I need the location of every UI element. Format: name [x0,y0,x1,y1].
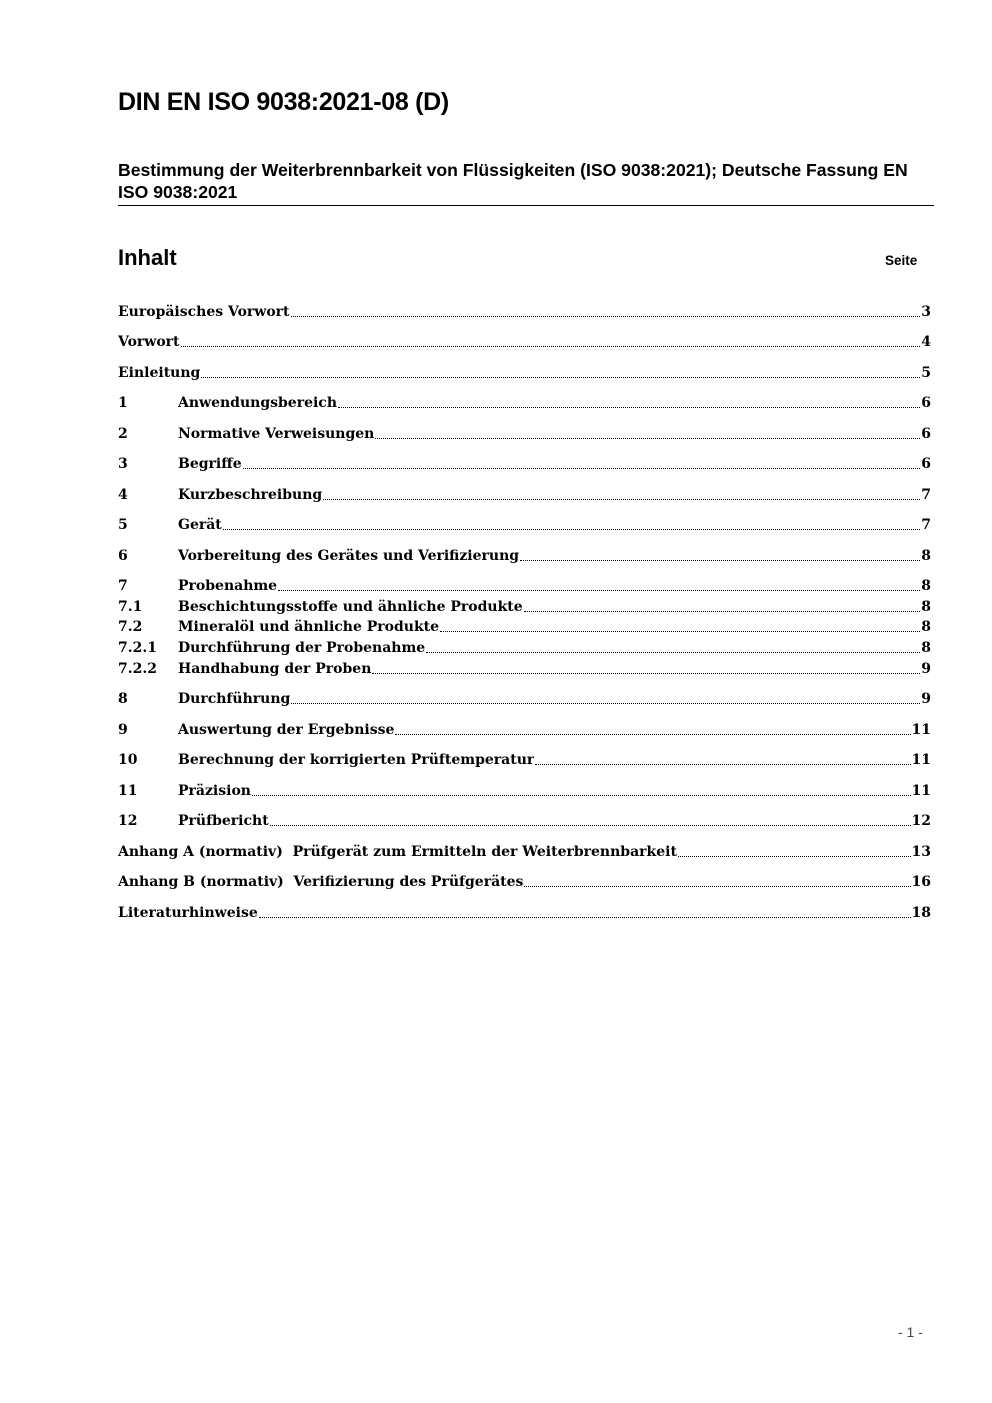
toc-entry-anhang-a[interactable] [118,842,931,862]
toc-entry-title: Vorbereitung des Gerätes und Verifizierung [178,548,520,564]
toc-leader-dots [270,824,911,826]
toc-entry-page: 8 [921,548,931,564]
toc-entry-number: 4 [118,487,128,503]
toc-leader-dots [375,437,920,439]
toc-entry-2[interactable] [118,424,931,444]
document-subtitle: Bestimmung der Weiterbrennbarkeit von Flüssigkeiten (ISO 9038:2021); Deutsche Fassung EN ISO 9038:2021 [118,160,908,202]
toc-entry-page: 8 [921,578,931,594]
toc-entry-page: 4 [921,334,931,350]
toc-entry-einleitung[interactable] [118,363,931,383]
toc-leader-dots [291,702,920,704]
toc-entry-7-1[interactable] [118,597,931,617]
toc-entry-title: Gerät [178,517,222,533]
toc-entry-page: 3 [921,304,931,320]
toc-entry-number: 1 [118,395,128,411]
toc-entry-page: 16 [911,874,931,890]
toc-entry-1[interactable] [118,393,931,413]
toc-leader-dots [426,651,920,653]
toc-entry-page: 7 [921,487,931,503]
toc-entry-page: 8 [921,640,931,656]
toc-leader-dots [520,559,920,561]
toc-entry-9[interactable] [118,720,931,740]
toc-entry-7-2-1[interactable] [118,638,931,658]
toc-entry-title: Handhabung der Proben [178,661,372,677]
toc-entry-number: 7.2 [118,619,143,635]
toc-entry-12[interactable] [118,811,931,831]
toc-entry-6[interactable] [118,546,931,566]
toc-entry-title: Begriffe [178,456,242,472]
toc-entry-number: 10 [118,752,138,768]
toc-leader-dots [223,528,920,530]
toc-entry-number: 5 [118,517,128,533]
toc-entry-title: Literaturhinweise [118,905,258,921]
toc-entry-page: 12 [911,813,931,829]
toc-entry-page: 18 [911,905,931,921]
toc-leader-dots [395,733,910,735]
toc-entry-title: Probenahme [178,578,278,594]
toc-leader-dots [535,763,910,765]
toc-leader-dots [323,498,920,500]
toc-entry-number: 7.2.1 [118,640,157,656]
toc-entry-title: Präzision [178,783,251,799]
toc-entry-title: Kurzbeschreibung [178,487,323,503]
toc-entry-8[interactable] [118,689,931,709]
toc-entry-page: 5 [921,365,931,381]
toc-entry-title: Anhang A (normativ) Prüfgerät zum Ermitteln der Weiterbrennbarkeit [118,844,677,860]
toc-leader-dots [440,630,920,632]
toc-page-column-label: Seite [885,253,918,268]
toc-leader-dots [291,315,921,317]
toc-entry-number: 7.2.2 [118,661,157,677]
document-title: DIN EN ISO 9038:2021-08 (D) [118,88,449,116]
toc-entry-title: Durchführung der Probenahme [178,640,426,656]
toc-entry-page: 11 [911,783,931,799]
toc-entry-number: 9 [118,722,128,738]
toc-entry-title: Beschichtungsstoffe und ähnliche Produkte [178,599,523,615]
toc-leader-dots [181,345,921,347]
toc-entry-title: Anwendungsbereich [178,395,337,411]
toc-entry-title: Anhang B (normativ) Verifizierung des Prüfgerätes [118,874,524,890]
toc-leader-dots [524,610,921,612]
toc-entry-page: 9 [921,691,931,707]
toc-entry-11[interactable] [118,781,931,801]
toc-entry-vorwort[interactable] [118,332,931,352]
toc-entry-page: 6 [921,456,931,472]
toc-leader-dots [678,855,911,857]
toc-leader-dots [338,406,920,408]
toc-entry-page: 11 [911,722,931,738]
toc-entry-title: Vorwort [118,334,180,350]
toc-entry-page: 7 [921,517,931,533]
toc-entry-number: 7.1 [118,599,143,615]
toc-entry-page: 13 [911,844,931,860]
toc-entry-literaturhinweise[interactable] [118,903,931,923]
toc-entry-number: 3 [118,456,128,472]
subtitle-divider [118,205,934,206]
toc-leader-dots [243,467,921,469]
toc-entry-4[interactable] [118,485,931,505]
toc-entry-page: 8 [921,619,931,635]
toc-entry-number: 2 [118,426,128,442]
toc-entry-page: 8 [921,599,931,615]
toc-entry-number: 7 [118,578,128,594]
toc-entry-title: Prüfbericht [178,813,269,829]
toc-entry-page: 9 [921,661,931,677]
toc-entry-number: 12 [118,813,138,829]
toc-entry-europaeisches-vorwort[interactable] [118,302,931,322]
toc-leader-dots [259,916,911,918]
toc-entry-page: 11 [911,752,931,768]
page-number: - 1 - [898,1324,923,1340]
toc-entry-10[interactable] [118,750,931,770]
toc-entry-number: 6 [118,548,128,564]
toc-entry-number: 8 [118,691,128,707]
toc-entry-title: Normative Verweisungen [178,426,375,442]
toc-entry-title: Berechnung der korrigierten Prüftemperatur [178,752,535,768]
toc-leader-dots [372,672,920,674]
toc-leader-dots [524,885,910,887]
toc-entry-title: Durchführung [178,691,291,707]
toc-entry-page: 6 [921,395,931,411]
toc-entry-title: Einleitung [118,365,201,381]
toc-entry-anhang-b[interactable] [118,872,931,892]
toc-entry-title: Europäisches Vorwort [118,304,290,320]
toc-entry-title: Mineralöl und ähnliche Produkte [178,619,440,635]
toc-entry-page: 6 [921,426,931,442]
toc-entry-7[interactable] [118,576,931,596]
toc-entry-7-2[interactable] [118,617,931,637]
toc-leader-dots [278,589,920,591]
toc-entry-title: Auswertung der Ergebnisse [178,722,395,738]
toc-entry-number: 11 [118,783,138,799]
toc-entry-7-2-2[interactable] [118,659,931,679]
toc-leader-dots [252,794,911,796]
toc-entry-3[interactable] [118,454,931,474]
toc-entry-5[interactable] [118,515,931,535]
toc-heading: Inhalt [118,245,177,270]
toc-leader-dots [201,376,920,378]
